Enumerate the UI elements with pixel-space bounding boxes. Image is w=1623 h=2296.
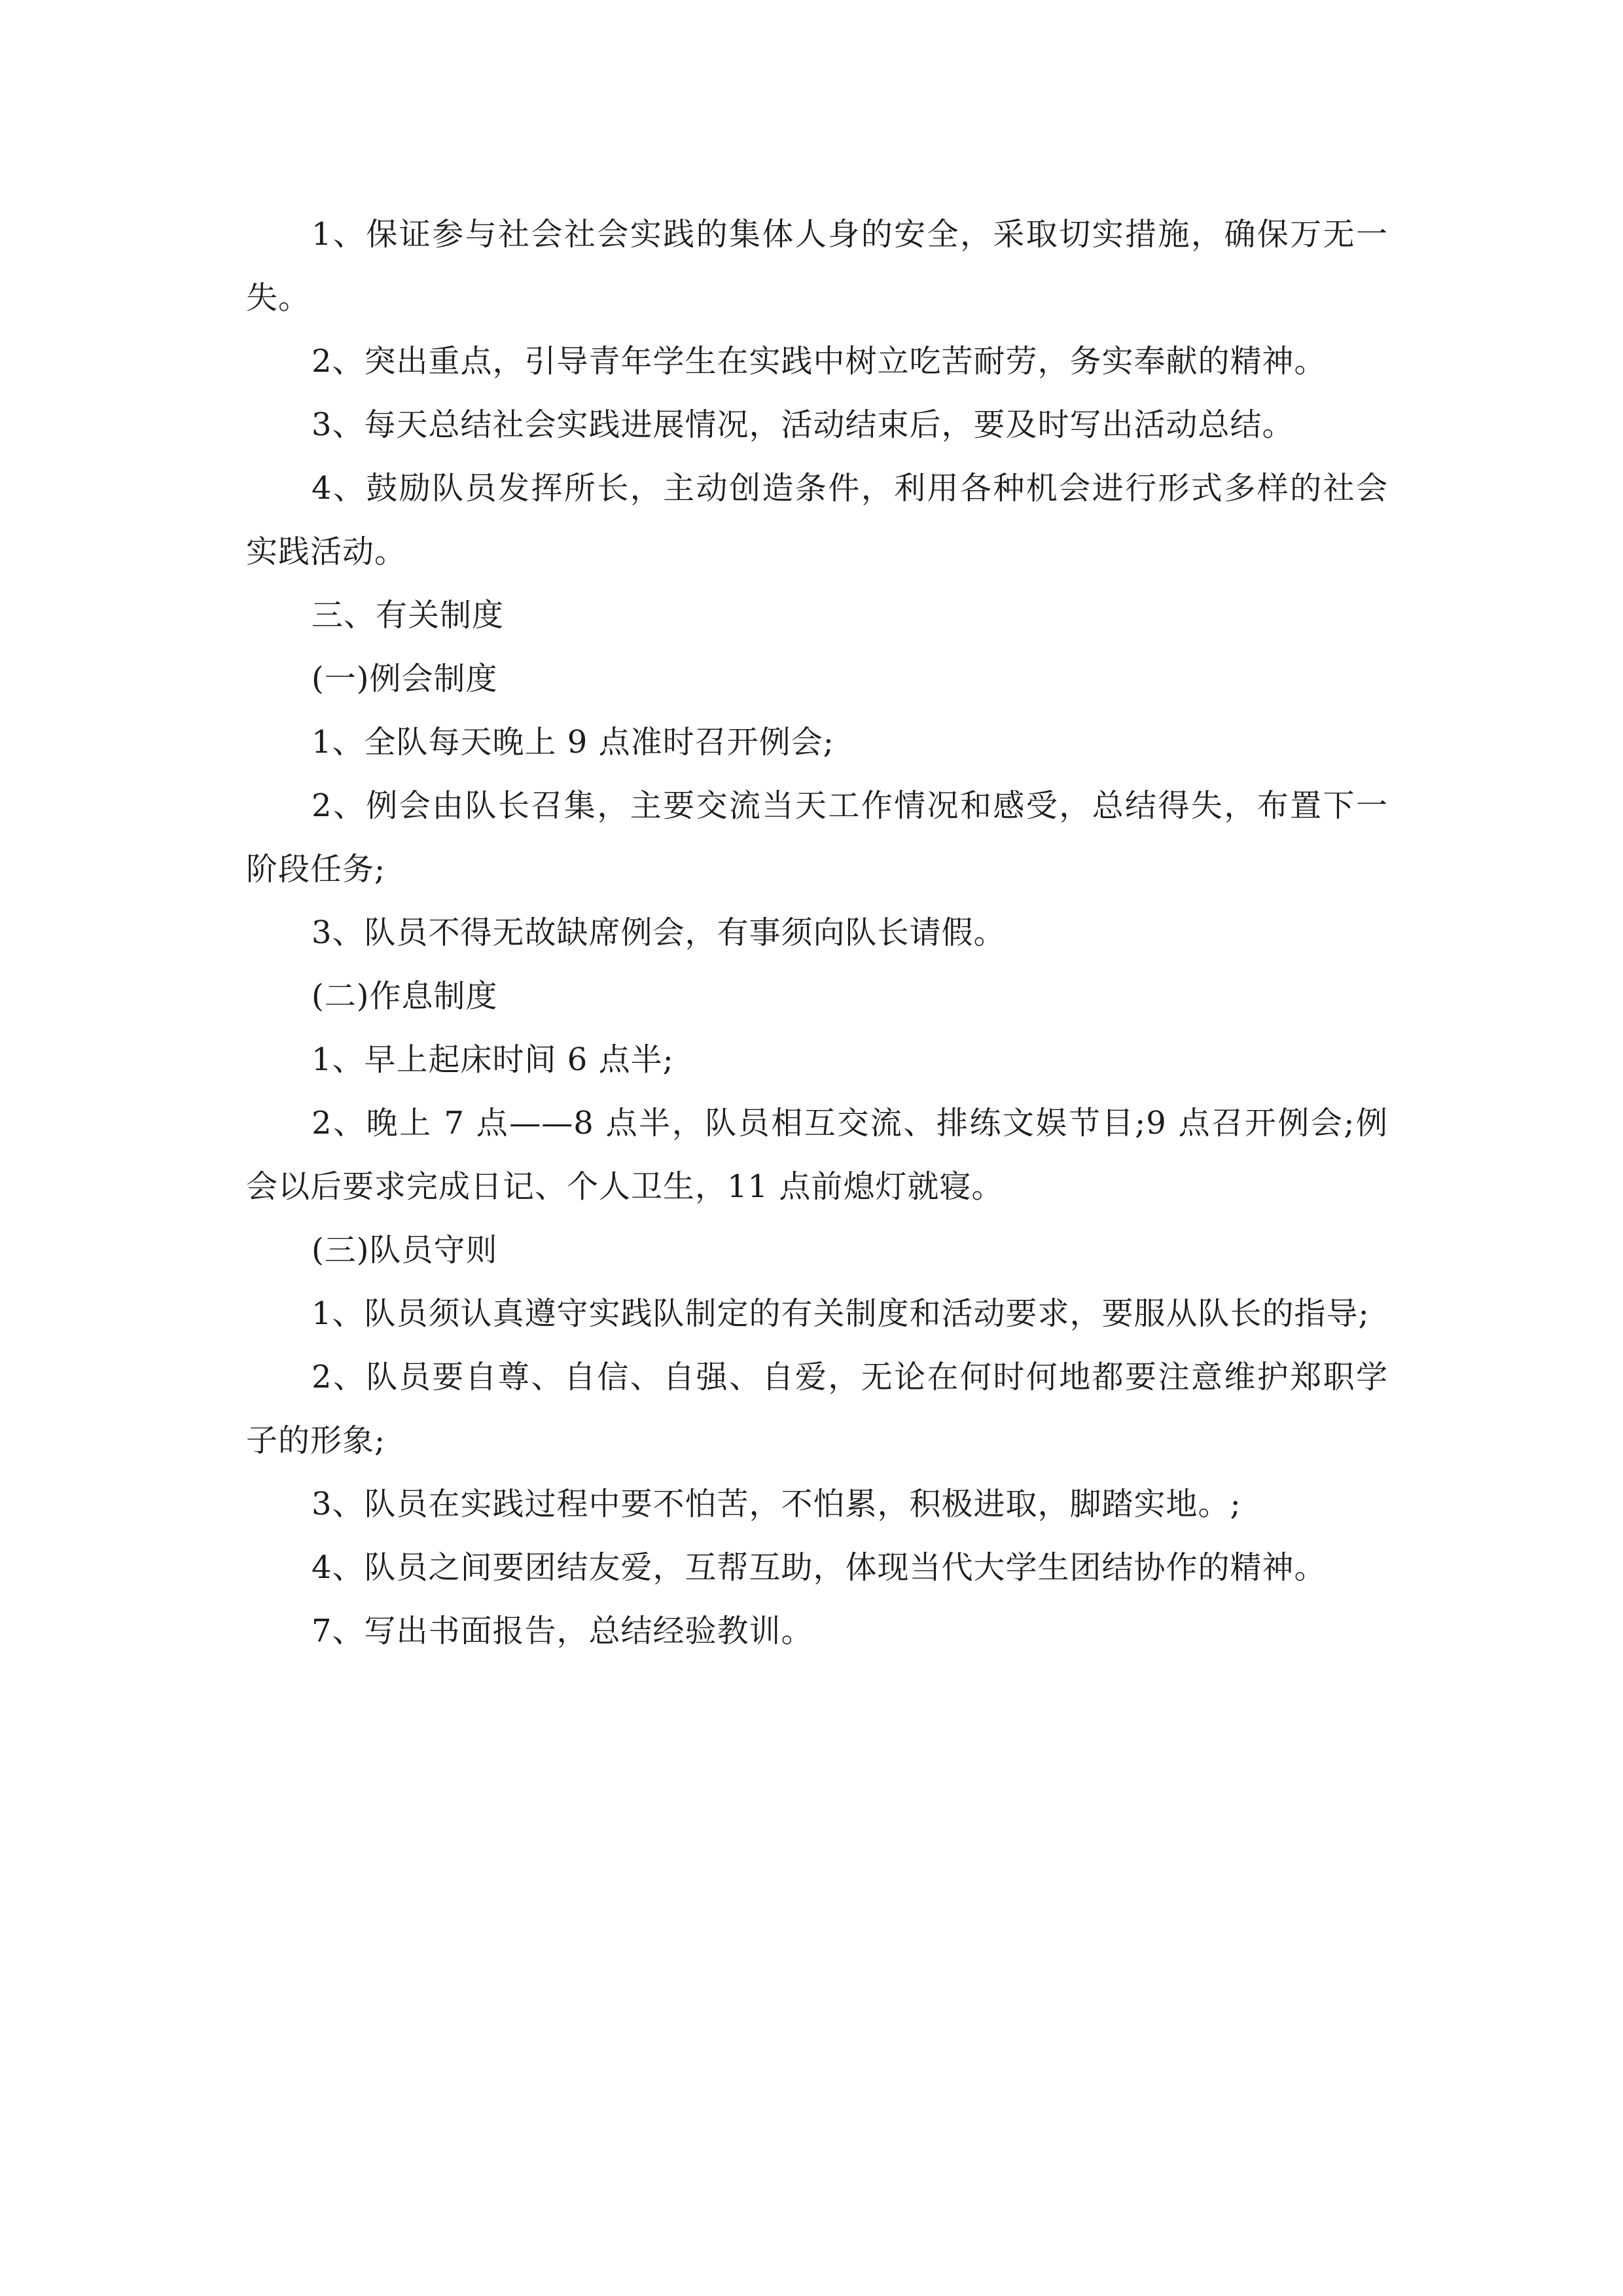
paragraph-encourage-members: 4、鼓励队员发挥所长，主动创造条件，利用各种机会进行形式多样的社会实践活动。 [246, 470, 1388, 570]
schedule-rule-1: 1、早上起床时间 6 点半; [312, 1041, 674, 1078]
meeting-rule-1: 1、全队每天晚上 9 点准时召开例会; [312, 724, 834, 761]
schedule-rule-2: 2、晚上 7 点——8 点半，队员相互交流、排练文娱节目;9 点召开例会;例会以后要求完成日记、个人卫生，11 点前熄灯就寝。 [246, 1105, 1388, 1205]
paragraph-key-points: 2、突出重点，引导青年学生在实践中树立吃苦耐劳，务实奉献的精神。 [312, 343, 1327, 380]
section-heading-rules: 三、有关制度 [312, 597, 505, 634]
document-body [246, 203, 1388, 1663]
subheading-schedule-rules: (二)作息制度 [312, 978, 498, 1014]
member-code-2: 2、队员要自尊、自信、自强、自爱，无论在何时何地都要注意维护郑职学子的形象; [246, 1359, 1388, 1459]
meeting-rule-3: 3、队员不得无故缺席例会，有事须向队长请假。 [312, 914, 1006, 951]
paragraph-daily-summary: 3、每天总结社会实践进展情况，活动结束后，要及时写出活动总结。 [312, 406, 1294, 443]
member-code-3: 3、队员在实践过程中要不怕苦，不怕累，积极进取，脚踏实地。; [312, 1486, 1241, 1522]
subheading-member-code: (三)队员守则 [312, 1232, 498, 1268]
subheading-meeting-rules: (一)例会制度 [312, 660, 498, 697]
member-code-4: 4、队员之间要团结友爱，互帮互助，体现当代大学生团结协作的精神。 [312, 1549, 1327, 1586]
paragraph-written-report: 7、写出书面报告，总结经验教训。 [312, 1613, 813, 1649]
meeting-rule-2: 2、例会由队长召集，主要交流当天工作情况和感受，总结得失，布置下一阶段任务; [246, 787, 1388, 888]
paragraph-safety: 1、保证参与社会社会实践的集体人身的安全，采取切实措施，确保万无一失。 [246, 216, 1388, 316]
member-code-1: 1、队员须认真遵守实践队制定的有关制度和活动要求，要服从队长的指导; [312, 1295, 1370, 1332]
